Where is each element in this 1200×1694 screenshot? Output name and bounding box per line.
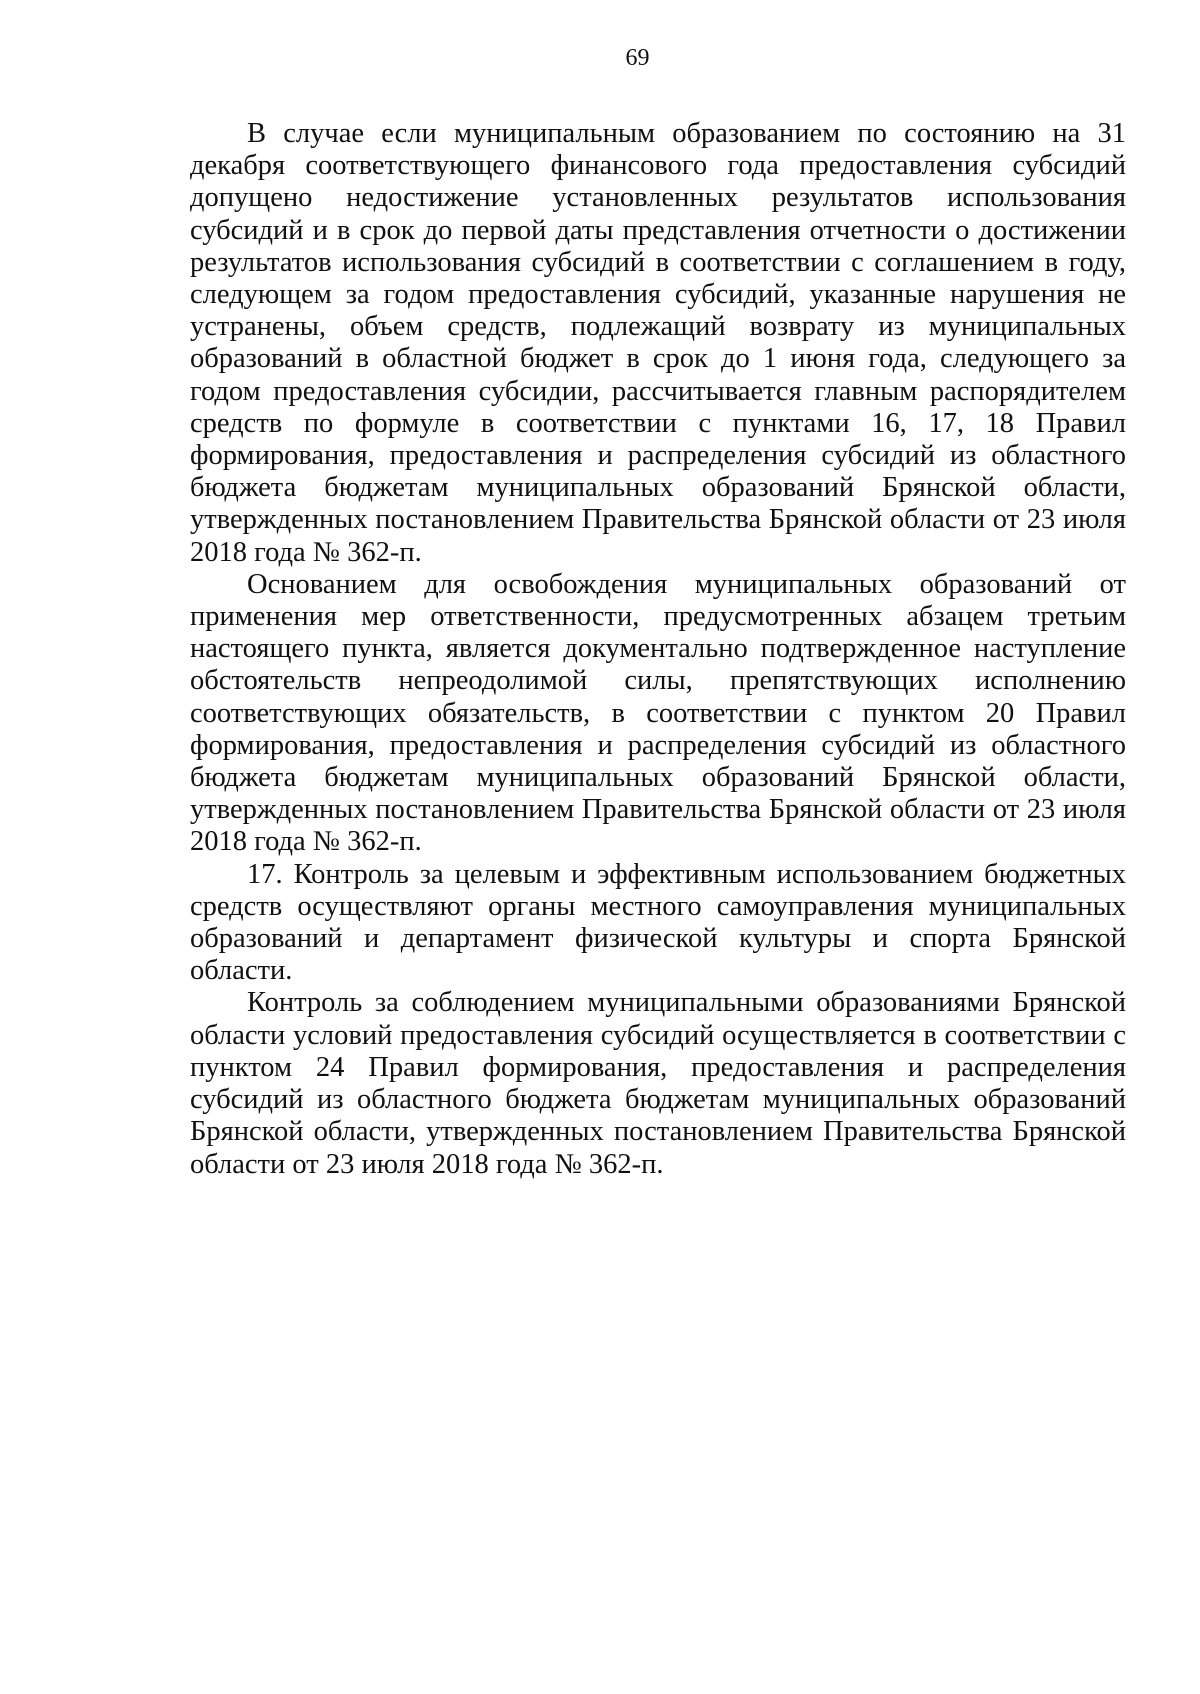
paragraph-return-of-funds: В случае если муниципальным образованием по состоянию на 31 декабря соответствующего финансового года предоставления субсидий допущено недостижение установленных результатов использования субсидий и в срок до первой даты представления отчетности о достижении результатов использования субсидий в соответствии с соглашением в году, следующем за годом предоставления субсидий, указанные нарушения не устранены, объем средств, подлежащий возврату из муниципальных образований в областной бюджет в срок до 1 июня года, следующего за годом предоставления субсидии, рассчитывается главным распорядителем средств по формуле в соответствии с пунктами 16, 17, 18 Правил формирования, предоставления и распределения субсидий из областного бюджета бюджетам муниципальных образований Брянской области, утвержденных постановлением Правительства Брянской области от 23 июля 2018 года № 362-п. — [190, 118, 1126, 568]
paragraph-item-17-control: 17. Контроль за целевым и эффективным использованием бюджетных средств осуществляют органы местного самоуправления муниципальных образований и департамент физической культуры и спорта Брянской области. — [190, 858, 1126, 987]
paragraph-force-majeure: Основанием для освобождения муниципальных образований от применения мер ответственности, предусмотренных абзацем третьим настоящего пункта, является документально подтвержденное наступление обстоятельств непреодолимой силы, препятствующих исполнению соответствующих обязательств, в соответствии с пунктом 20 Правил формирования, предоставления и распределения субсидий из областного бюджета бюджетам муниципальных образований Брянской области, утвержденных постановлением Правительства Брянской области от 23 июля 2018 года № 362-п. — [190, 568, 1126, 858]
document-body — [190, 118, 1126, 1181]
page-number: 69 — [625, 45, 650, 71]
paragraph-compliance-control: Контроль за соблюдением муниципальными образованиями Брянской области условий предоставления субсидий осуществляется в соответствии с пунктом 24 Правил формирования, предоставления и распределения субсидий из областного бюджета бюджетам муниципальных образований Брянской области, утвержденных постановлением Правительства Брянской области от 23 июля 2018 года № 362-п. — [190, 987, 1126, 1180]
